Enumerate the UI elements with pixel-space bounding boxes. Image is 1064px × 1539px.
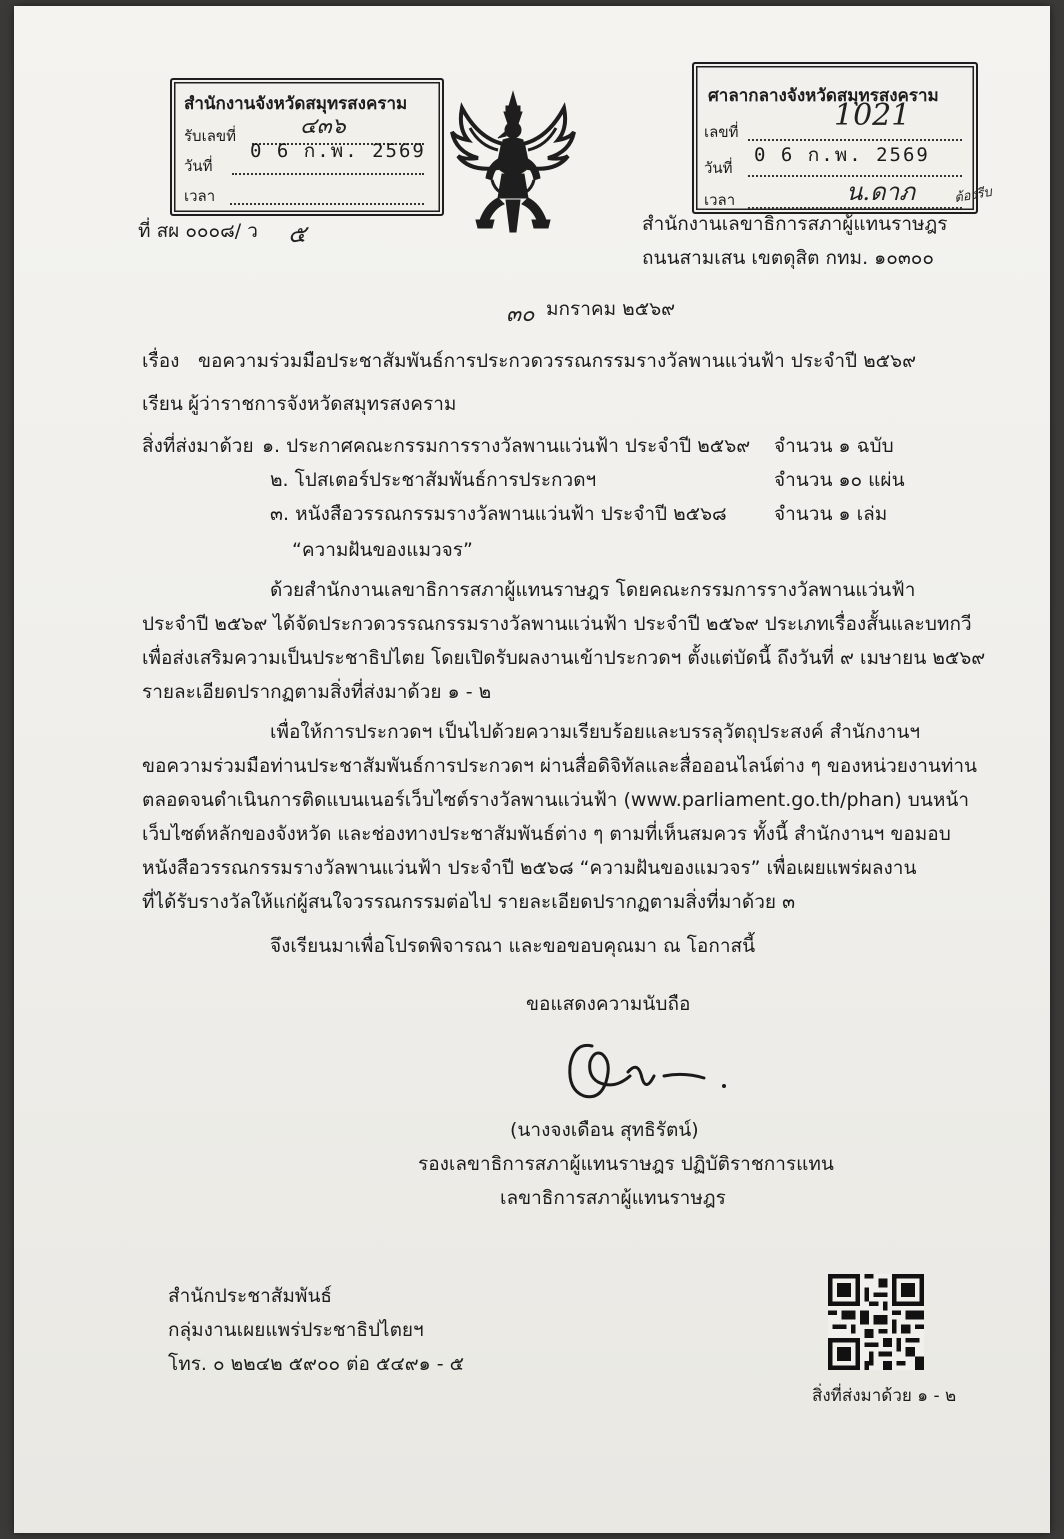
footer-phone: โทร. ๐ ๒๒๔๒ ๕๙๐๐ ต่อ ๕๔๙๑ - ๕ (168, 1353, 465, 1375)
stamp-right-title: ศาลากลางจังหวัดสมุทรสงคราม (708, 86, 939, 106)
document-sheet (14, 6, 1050, 1533)
signatory-name: (นางจงเดือน สุทธิรัตน์) (510, 1119, 699, 1141)
date-day: ๓๐ (506, 302, 535, 327)
enclosures-label: สิ่งที่ส่งมาด้วย (142, 435, 254, 457)
stamp-left-receive-label: รับเลขที่ (184, 127, 237, 145)
stamp-right-date-value: 0 6 ก.พ. 2569 (754, 144, 930, 166)
stamp-right-date-label: วันที่ (704, 159, 733, 177)
footer-group: กลุ่มงานเผยแพร่ประชาธิปไตยฯ (168, 1319, 424, 1341)
receive-stamp-right (692, 62, 978, 214)
body-paragraph-2-line: ขอความร่วมมือท่านประชาสัมพันธ์การประกวดฯ ผ่านสื่อดิจิทัลและสื่อออนไลน์ต่าง ๆ ของหน่วยงานท่าน (142, 755, 978, 777)
qr-caption: สิ่งที่ส่งมาด้วย ๑ - ๒ (812, 1386, 957, 1406)
enclosure-item-continued: “ความฝันของแมวจร” (292, 539, 473, 561)
stamp-left-time-label: เวลา (184, 187, 216, 205)
enclosure-qty: จำนวน ๑ เล่ม (774, 503, 888, 525)
stamp-left-date-value: 0 6 ก.พ. 2569 (250, 140, 426, 162)
subject-text: ขอความร่วมมือประชาสัมพันธ์การประกวดวรรณกรรมรางวัลพานแว่นฟ้า ประจำปี ๒๕๖๙ (198, 350, 917, 372)
stamp-right-number: 1021 (834, 98, 911, 133)
stamp-left-title: สำนักงานจังหวัดสมุทรสงคราม (184, 94, 408, 114)
receive-stamp-left (170, 78, 444, 216)
enclosure-qty: จำนวน ๑๐ แผ่น (774, 469, 905, 491)
org-name: สำนักงานเลขาธิการสภาผู้แทนราษฎร (642, 213, 948, 235)
margin-note: ต้องรีบ (953, 184, 994, 207)
enclosure-item: ๓. หนังสือวรรณกรรมรางวัลพานแว่นฟ้า ประจำปี ๒๕๖๘ (270, 503, 727, 525)
body-paragraph-2-line: เพื่อให้การประกวดฯ เป็นไปด้วยความเรียบร้อยและบรรลุวัตถุประสงค์ สำนักงานฯ (270, 721, 920, 743)
subject-label: เรื่อง (142, 350, 180, 372)
body-paragraph-3: จึงเรียนมาเพื่อโปรดพิจารณา และขอขอบคุณมา ณ โอกาสนี้ (270, 935, 756, 957)
garuda-emblem-icon (448, 88, 578, 236)
enclosure-item: ๑. ประกาศคณะกรรมการรางวัลพานแว่นฟ้า ประจำปี ๒๕๖๙ (262, 435, 751, 457)
to-label: เรียน (142, 393, 183, 415)
signature (554, 1032, 734, 1108)
stamp-right-time-label: เวลา (704, 191, 736, 209)
org-address: ถนนสามเสน เขตดุสิต กทม. ๑๐๓๐๐ (642, 247, 934, 269)
signatory-position-2: เลขาธิการสภาผู้แทนราษฎร (500, 1187, 726, 1209)
signatory-position-1: รองเลขาธิการสภาผู้แทนราษฎร ปฏิบัติราชการแทน (418, 1153, 834, 1175)
enclosure-item: ๒. โปสเตอร์ประชาสัมพันธ์การประกวดฯ (270, 469, 597, 491)
body-paragraph-1-line: รายละเอียดปรากฏตามสิ่งที่ส่งมาด้วย ๑ - ๒ (142, 681, 492, 703)
stamp-left-receive-number: ๔๓๖ (300, 114, 346, 139)
stamp-right-time: น.ดาภ (846, 178, 915, 206)
date-month-year: มกราคม ๒๕๖๙ (546, 298, 676, 320)
qr-code-icon (828, 1274, 924, 1370)
reference-number-hand: ๕ (288, 220, 307, 248)
enclosure-qty: จำนวน ๑ ฉบับ (774, 435, 894, 457)
body-paragraph-1-line: ประจำปี ๒๕๖๙ ได้จัดประกวดวรรณกรรมรางวัลพานแว่นฟ้า ประจำปี ๒๕๖๙ ประเภทเรื่องสั้นและบทกวี (142, 613, 972, 635)
stamp-right-number-label: เลขที่ (704, 123, 739, 141)
stamp-left-date-label: วันที่ (184, 157, 213, 175)
body-paragraph-2-line: เว็บไซต์หลักของจังหวัด และช่องทางประชาสัมพันธ์ต่าง ๆ ตามที่เห็นสมควร ทั้งนี้ สำนักงานฯ ขอมอบ (142, 823, 951, 845)
closing-regards: ขอแสดงความนับถือ (526, 993, 691, 1015)
footer-department: สำนักประชาสัมพันธ์ (168, 1285, 333, 1307)
body-paragraph-2-line: ที่ได้รับรางวัลให้แก่ผู้สนใจวรรณกรรมต่อไป รายละเอียดปรากฏตามสิ่งที่มาด้วย ๓ (142, 891, 796, 913)
body-paragraph-1-line: เพื่อส่งเสริมความเป็นประชาธิปไตย โดยเปิดรับผลงานเข้าประกวดฯ ตั้งแต่บัดนี้ ถึงวันที่ ๙ เมษายน ๒๕๖๙ (142, 647, 986, 669)
reference-number: ที่ สผ ๐๐๐๘/ ว (138, 220, 258, 242)
body-paragraph-1-line: ด้วยสำนักงานเลขาธิการสภาผู้แทนราษฎร โดยคณะกรรมการรางวัลพานแว่นฟ้า (270, 579, 916, 601)
to-text: ผู้ว่าราชการจังหวัดสมุทรสงคราม (188, 393, 457, 415)
body-paragraph-2-line: หนังสือวรรณกรรมรางวัลพานแว่นฟ้า ประจำปี ๒๕๖๘ “ความฝันของแมวจร” เพื่อเผยแพร่ผลงาน (142, 857, 917, 879)
body-paragraph-2-line: ตลอดจนดำเนินการติดแบนเนอร์เว็บไซต์รางวัลพานแว่นฟ้า (www.parliament.go.th/phan) บนหน้า (142, 789, 970, 811)
